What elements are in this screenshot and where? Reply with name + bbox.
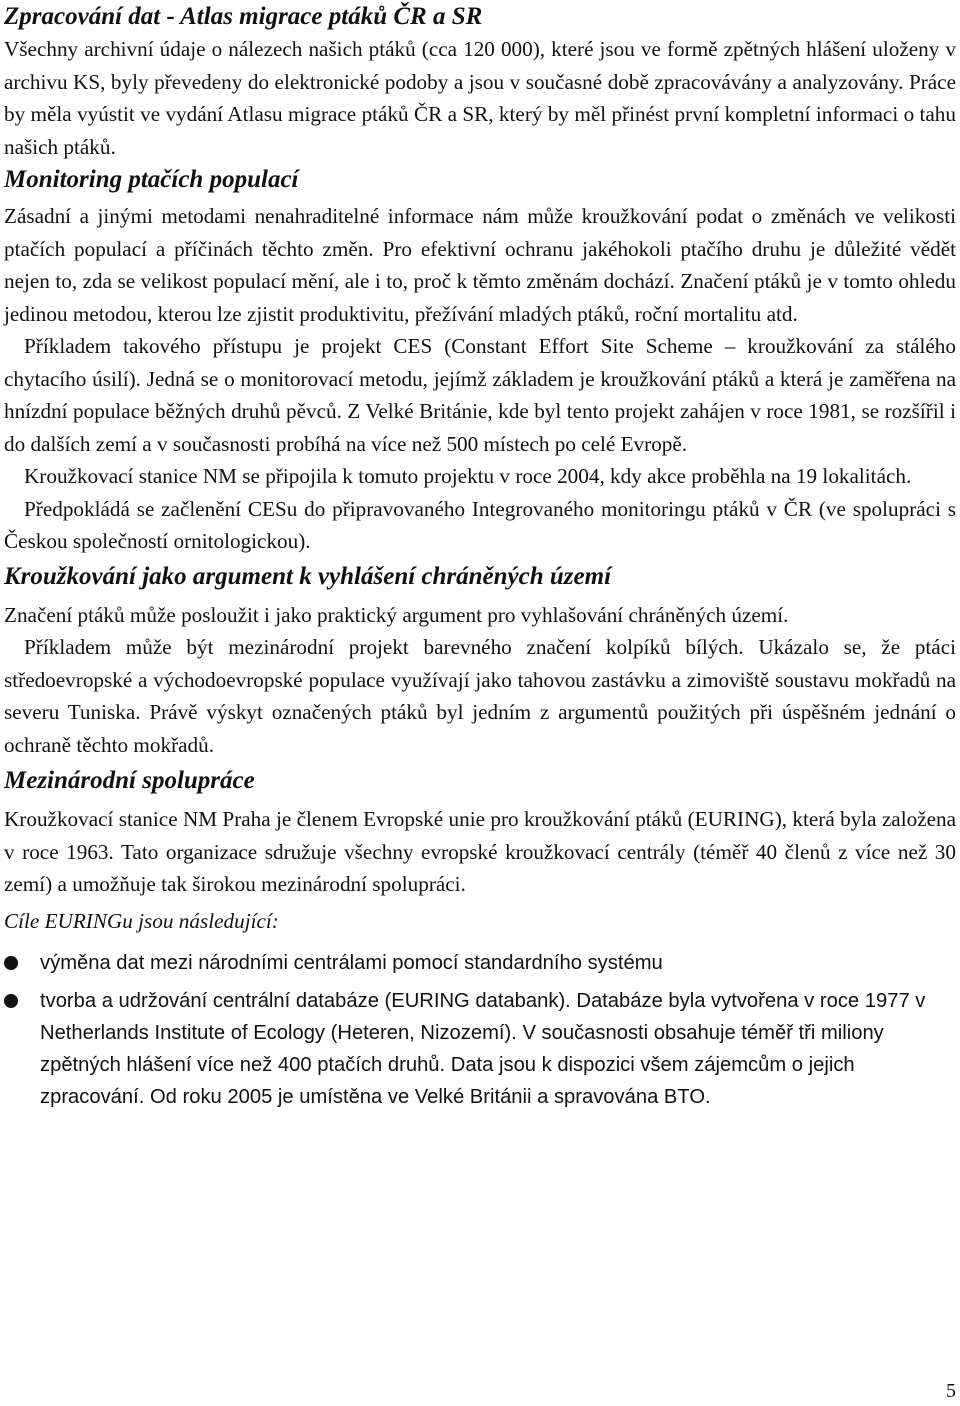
euring-goals-list bbox=[4, 947, 956, 1113]
list-item bbox=[4, 985, 956, 1113]
section-heading-cooperation: Mezinárodní spolupráce bbox=[4, 767, 255, 794]
page-number: 5 bbox=[946, 1380, 956, 1402]
list-item-text: tvorba a udržování centrální databáze (EURING databank). Databáze byla vytvořena v roce 1977 v Netherlands Institute of Ecology (Heteren, Nizozemí). V současnosti obsahuje téměř tři miliony zpětných hlášení více než 400 ptačích druhů. Data jsou k dispozici všem zájemcům o jejich zpracování. Od roku 2005 je umístěna ve Velké Británii a spravována BTO. bbox=[40, 989, 926, 1108]
bullet-icon bbox=[4, 956, 18, 970]
paragraph-protected-2: Příkladem může být mezinárodní projekt barevného značení kolpíků bílých. Ukázalo se, že ptáci středoevropské a východoevropské populace využívají jako tahovou zastávku a zimoviště soustavu mokřadů na severu Tuniska. Právě výskyt označených ptáků byl jedním z argumentů použitých při úspěšném jednání o ochraně těchto mokřadů. bbox=[4, 635, 956, 757]
paragraph-monitoring-4: Předpokládá se začlenění CESu do připravovaného Integrovaného monitoringu ptáků v ČR (ve spolupráci s Českou společností ornitologickou). bbox=[4, 496, 956, 553]
bullet-icon bbox=[4, 994, 18, 1008]
list-item bbox=[4, 947, 956, 979]
paragraph-protected-1: Značení ptáků může posloužit i jako praktický argument pro vyhlašování chráněných území. bbox=[4, 602, 789, 627]
euring-goals-lead-in: Cíle EURINGu jsou následující: bbox=[4, 908, 279, 933]
section-heading-atlas: Zpracování dat - Atlas migrace ptáků ČR a SR bbox=[4, 3, 483, 30]
list-item-text: výměna dat mezi národními centrálami pomocí standardního systému bbox=[40, 951, 663, 974]
paragraph-cooperation-1: Kroužkovací stanice NM Praha je členem Evropské unie pro kroužkování ptáků (EURING), která byla založena v roce 1963. Tato organizace sdružuje všechny evropské kroužkovací centrály (téměř 40 členů z více než 30 zemí) a umožňuje tak širokou mezinárodní spolupráci. bbox=[4, 807, 956, 896]
paragraph-monitoring-1: Zásadní a jinými metodami nenahraditelné informace nám může kroužkování podat o změnách ve velikosti ptačích populací a příčinách těchto změn. Pro efektivní ochranu jakéhokoli ptačího druhu je důležité vědět nejen to, zda se velikost populací mění, ale i to, proč k těmto změnám dochází. Značení ptáků je v tomto ohledu jedinou metodou, kterou lze zjistit produktivitu, přežívání mladých ptáků, roční mortalitu atd. bbox=[4, 204, 956, 326]
section-heading-monitoring: Monitoring ptačích populací bbox=[4, 166, 299, 193]
document-page bbox=[4, 0, 956, 1406]
paragraph-monitoring-3: Kroužkovací stanice NM se připojila k tomuto projektu v roce 2004, kdy akce proběhla na 19 lokalitách. bbox=[24, 464, 912, 488]
paragraph-atlas: Všechny archivní údaje o nálezech našich ptáků (cca 120 000), které jsou ve formě zpětných hlášení uloženy v archivu KS, byly převedeny do elektronické podoby a jsou v současné době zpracovávány a analyzovány. Práce by měla vyústit ve vydání Atlasu migrace ptáků ČR a SR, který by měl přinést první kompletní informaci o tahu našich ptáků. bbox=[4, 37, 956, 159]
paragraph-monitoring-2: Příkladem takového přístupu je projekt CES (Constant Effort Site Scheme – kroužkování za stálého chytacího úsilí). Jedná se o monitorovací metodu, jejímž základem je kroužkování ptáků a která je zaměřena na hnízdní populace běžných druhů pěvců. Z Velké Británie, kde byl tento projekt zahájen v roce 1981, se rozšířil i do dalších zemí a v současnosti probíhá na více než 500 místech po celé Evropě. bbox=[4, 334, 956, 456]
section-heading-protected-areas: Kroužkování jako argument k vyhlášení chráněných území bbox=[4, 562, 612, 590]
